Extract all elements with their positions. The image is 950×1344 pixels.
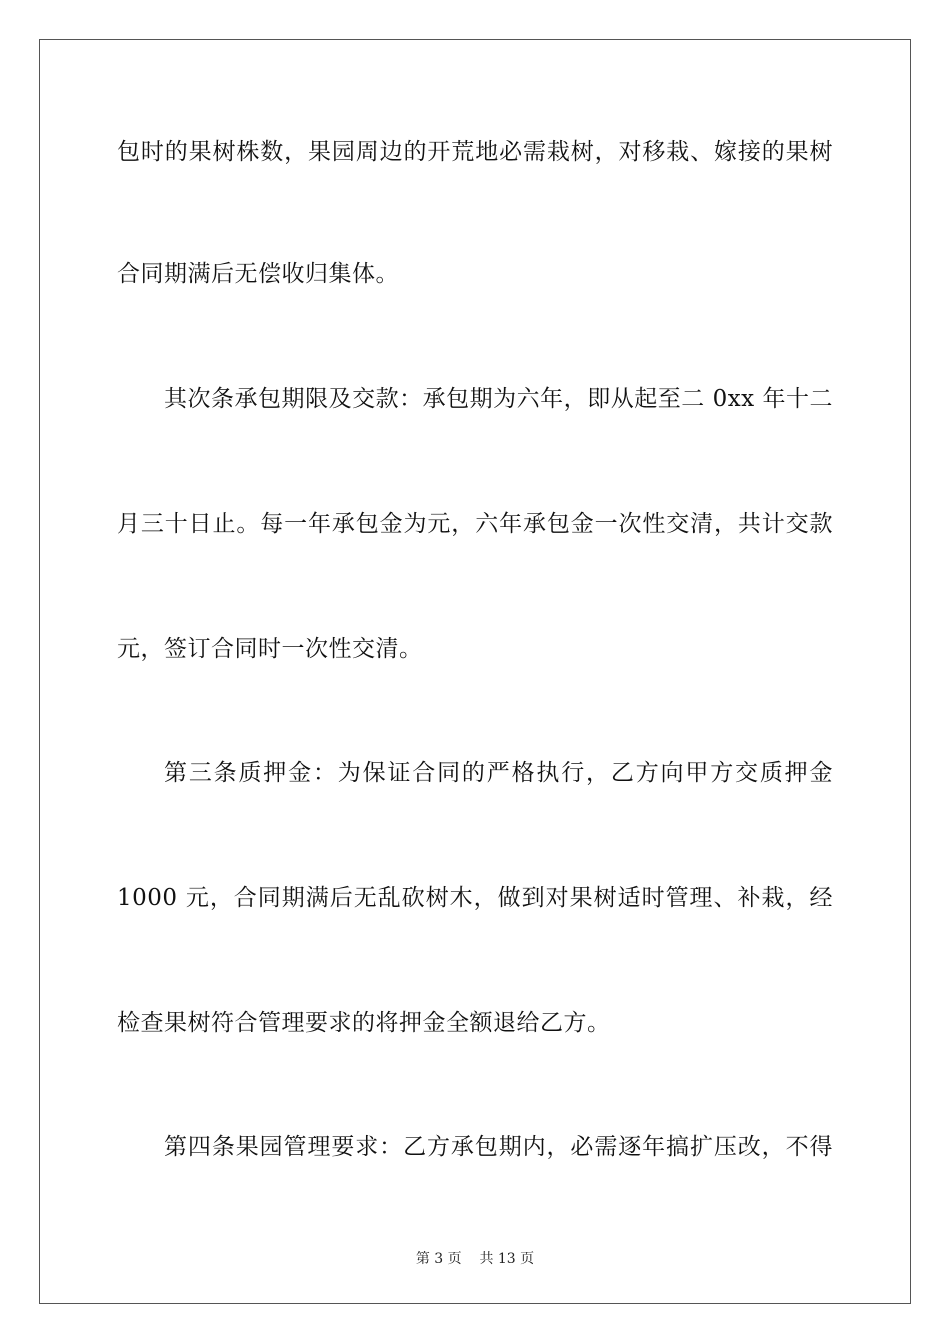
body-text-line: 检查果树符合管理要求的将押金全额退给乙方。 (117, 1010, 611, 1036)
body-text-line: 元，签订合同时一次性交清。 (117, 636, 423, 662)
body-text-line: 第四条果园管理要求：乙方承包期内，必需逐年搞扩压改，不得 (164, 1134, 833, 1160)
page-number: 第 3 页 (415, 1251, 462, 1267)
body-text-line: 第三条质押金：为保证合同的严格执行，乙方向甲方交质押金 (164, 760, 833, 786)
page-total: 共 13 页 (479, 1251, 535, 1267)
page-footer (0, 1248, 950, 1268)
body-text-line: 月三十日止。每一年承包金为元，六年承包金一次性交清，共计交款 (117, 511, 833, 537)
body-text-line: 其次条承包期限及交款：承包期为六年，即从起至二 0xx 年十二 (164, 386, 833, 412)
body-text-line: 合同期满后无偿收归集体。 (117, 261, 399, 287)
body-text-line: 包时的果树株数，果园周边的开荒地必需栽树，对移栽、嫁接的果树 (117, 139, 833, 165)
body-text-line: 1000 元，合同期满后无乱砍树木，做到对果树适时管理、补栽，经 (117, 885, 833, 911)
page-border (39, 39, 911, 1304)
